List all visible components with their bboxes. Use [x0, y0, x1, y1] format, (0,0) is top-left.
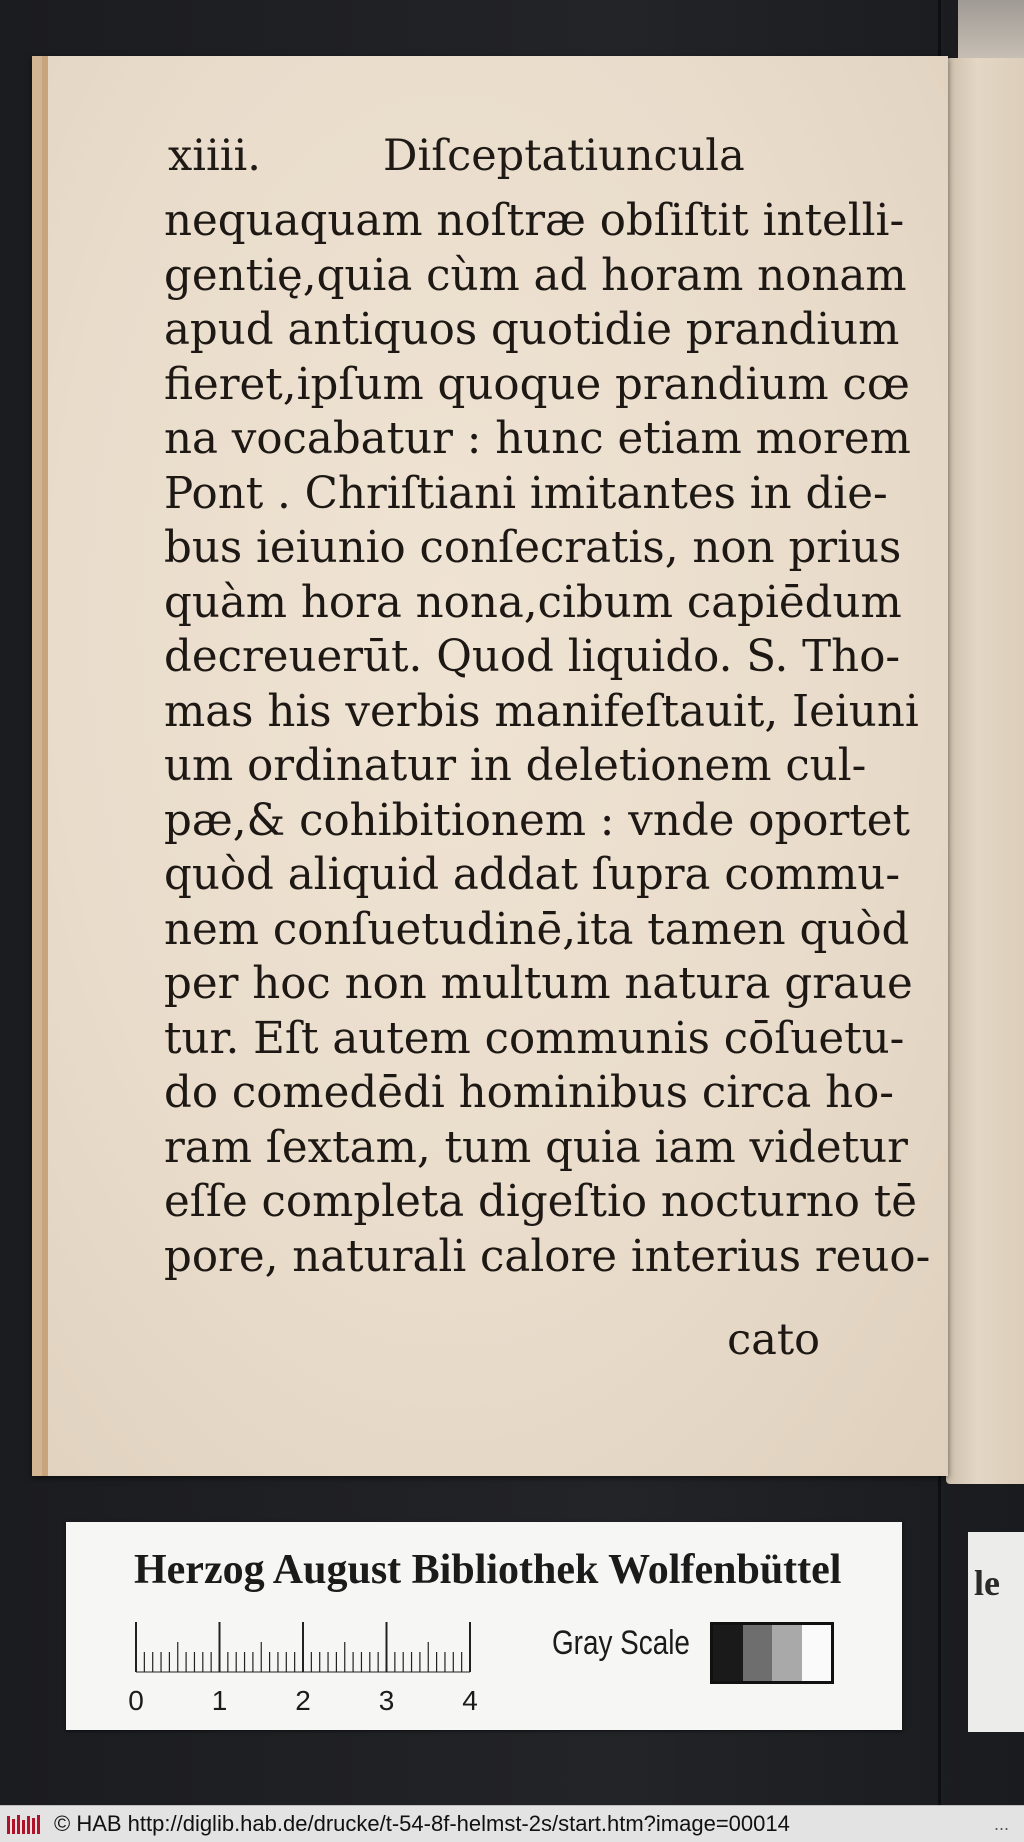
text-line: pæ,& cohibitionem : vnde oportet: [164, 795, 910, 846]
gray-scale-swatches: [710, 1622, 834, 1684]
folio-number: xiiii.: [168, 131, 261, 181]
page-edge-strip: [42, 56, 48, 1476]
catchword: cato: [727, 1315, 820, 1365]
text-line: quòd aliquid addat ſupra commu-: [164, 850, 901, 900]
hab-logo-icon: [6, 1814, 46, 1836]
facing-page-edge: [946, 58, 1024, 1484]
library-name: Herzog August Bibliothek Wolfenbüttel: [134, 1547, 842, 1593]
text-line: mas his verbis manifeſtauit, Ieiuni: [164, 686, 919, 737]
gray-scale-label: Gray Scale: [552, 1624, 690, 1662]
text-line: do comedēdi hominibus circa ho-: [164, 1068, 894, 1118]
source-credit: © HAB http://diglib.hab.de/drucke/t-54-8f-helmst-2s/start.htm?image=00014: [54, 1811, 790, 1836]
text-line: um ordinatur in deletionem cul-: [164, 741, 867, 791]
gray-swatch: [802, 1625, 832, 1681]
gray-swatch: [772, 1625, 802, 1681]
viewer-footer: [0, 1805, 1024, 1842]
more-menu-icon[interactable]: ...: [994, 1814, 1010, 1834]
gray-swatch: [743, 1625, 773, 1681]
ruler-number: 2: [295, 1685, 311, 1716]
body-text: [164, 194, 931, 1284]
color-scale-card: [66, 1522, 902, 1730]
text-line: tur. Eſt autem communis cōſuetu-: [164, 1013, 905, 1064]
text-line: apud antiquos quotidie prandium: [164, 305, 900, 355]
page-header: [168, 126, 745, 186]
text-line: quàm hora nona,cibum capiēdum: [164, 577, 902, 628]
text-line: gentię,quia cùm ad horam nonam: [164, 250, 907, 301]
facing-label-fragment: le: [974, 1563, 1000, 1603]
text-line: nequaquam noſtræ obſiſtit intelli-: [164, 196, 905, 246]
text-line: bus ieiunio conſecratis, non prius: [164, 523, 902, 573]
measurement-ruler: [128, 1614, 564, 1724]
ruler-number: 1: [211, 1685, 228, 1716]
text-line: Pont . Chriſtiani imitantes in die-: [164, 468, 888, 519]
text-line: decreuerūt. Quod liquido. S. Tho-: [164, 632, 901, 682]
ruler-number: 0: [128, 1685, 144, 1716]
next-page-top-edge: [958, 0, 1024, 62]
text-line: nem conſuetudinē,ita tamen quòd: [164, 904, 910, 955]
facing-label-card: [968, 1532, 1024, 1732]
text-line: na vocabatur : hunc etiam morem: [164, 414, 911, 464]
text-line: eſſe completa digeſtio nocturno tē: [164, 1177, 918, 1227]
running-title: Diſceptatiuncula: [383, 131, 745, 181]
ruler-number: 4: [462, 1685, 478, 1716]
ruler-number: 3: [378, 1685, 395, 1716]
gray-swatch: [713, 1625, 743, 1681]
text-line: ram ſextam, tum quia iam videtur: [164, 1122, 908, 1173]
text-line: fieret,ipſum quoque prandium cœ: [164, 359, 910, 410]
text-line: pore, naturali calore interius reuo-: [164, 1231, 931, 1282]
text-line: per hoc non multum natura graue: [164, 959, 913, 1009]
